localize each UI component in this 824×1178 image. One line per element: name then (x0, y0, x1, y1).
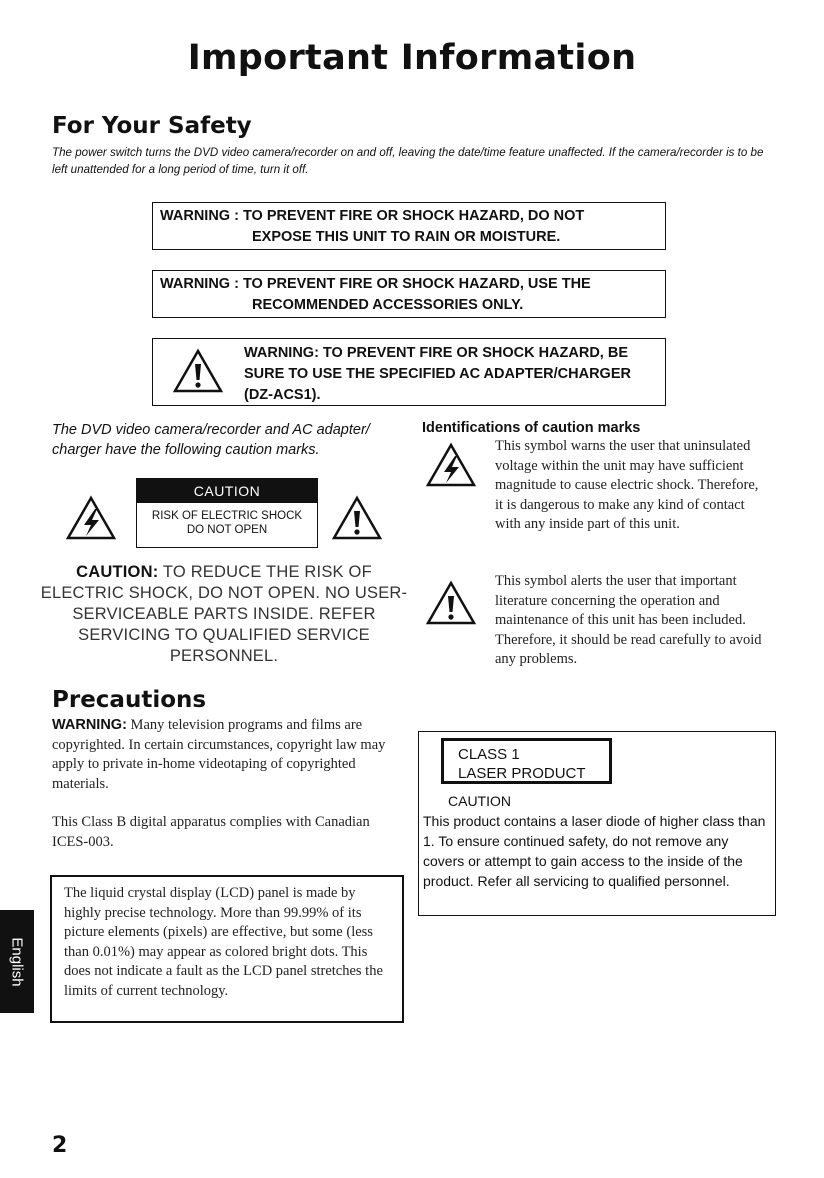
warning-line: SURE TO USE THE SPECIFIED AC ADAPTER/CHARGER (244, 366, 631, 382)
laser-notice (423, 791, 773, 891)
safety-heading: For Your Safety (52, 113, 252, 139)
laser-class-line: LASER PRODUCT (458, 765, 586, 782)
language-tab (0, 910, 34, 1013)
warning-box-adapter (152, 338, 666, 406)
laser-notice-text: This product contains a laser diode of higher class than 1. To ensure continued safety, do not remove any covers or attempt to gain access to the inside of the product. Refer all servicing to qualified personnel. (423, 813, 766, 889)
caution-statement-text: TO REDUCE THE RISK OF ELECTRIC SHOCK, DO NOT OPEN. NO USER-SERVICEABLE PARTS INSIDE. REFER SERVICING TO QUALIFIED SERVICE PERSONNEL. (40, 563, 408, 665)
caution-label (136, 478, 318, 548)
caution-label-body (137, 509, 317, 537)
warning-line: WARNING: TO PREVENT FIRE OR SHOCK HAZARD, BE (244, 345, 628, 361)
lcd-note-text: The liquid crystal display (LCD) panel is made by highly precise technology. More than 99.99% of its picture elements (pixels) are effective, but some (less than 0.01%) may appear as colored bright dots. This does not indicate a fault as the LCD panel stretches the limits of current technology. (64, 885, 383, 999)
exclamation-triangle-icon (173, 349, 223, 393)
warning-line: WARNING : TO PREVENT FIRE OR SHOCK HAZARD, USE THE (160, 276, 591, 292)
page-title: Important Information (187, 38, 637, 78)
caution-marks-intro: The DVD video camera/recorder and AC adapter/ charger have the following caution marks. (52, 422, 370, 458)
warning-box-rain (152, 202, 666, 250)
warning-line: RECOMMENDED ACCESSORIES ONLY. (252, 297, 524, 313)
laser-class-label (441, 738, 612, 784)
page-number: 2 (52, 1133, 68, 1158)
laser-caution-heading: CAUTION (448, 793, 511, 809)
exclamation-triangle-icon (426, 581, 476, 625)
lcd-note-box (50, 875, 404, 1023)
warning-box-accessories (152, 270, 666, 318)
alert-symbol-description: This symbol alerts the user that important literature concerning the operation and maintenance of this unit has been included. Therefore, it should be read carefully to avoid any problems. (495, 573, 762, 667)
caution-label-head: CAUTION (137, 479, 317, 503)
caution-label-line: DO NOT OPEN (186, 524, 268, 536)
shock-symbol-description: This symbol warns the user that uninsulated voltage within the unit may have sufficient magnitude to cause electric shock. Therefore, it is dangerous to make any kind of contact with any inside part of this unit. (495, 438, 759, 532)
copyright-warning (52, 716, 397, 794)
copyright-warning-text: Many television programs and films are copyrighted. In certain circumstances, copyright law may apply to private in-home videotaping of copyrighted materials. (52, 717, 386, 792)
lightning-triangle-icon (66, 496, 116, 540)
identifications-heading: Identifications of caution marks (422, 420, 641, 436)
safety-intro: The power switch turns the DVD video camera/recorder on and off, leaving the date/time feature unaffected. If the camera/recorder is to be left unattended for a long period of time, turn it off. (52, 146, 764, 176)
caution-statement-bold: CAUTION: (76, 563, 159, 581)
class-b-statement: This Class B digital apparatus complies with Canadian ICES-003. (52, 814, 370, 850)
warning-line: WARNING : TO PREVENT FIRE OR SHOCK HAZARD, DO NOT (160, 208, 585, 224)
warning-line: (DZ-ACS1). (244, 387, 321, 403)
exclamation-triangle-icon (332, 496, 382, 540)
caution-label-line: RISK OF ELECTRIC SHOCK (151, 510, 303, 522)
language-tab-label: English (8, 936, 26, 987)
lightning-triangle-icon (426, 443, 476, 487)
caution-statement (40, 562, 408, 667)
laser-class-line: CLASS 1 (458, 746, 520, 763)
copyright-warning-bold: WARNING: (52, 717, 127, 733)
warning-line: EXPOSE THIS UNIT TO RAIN OR MOISTURE. (252, 229, 561, 245)
precautions-heading: Precautions (52, 687, 207, 713)
